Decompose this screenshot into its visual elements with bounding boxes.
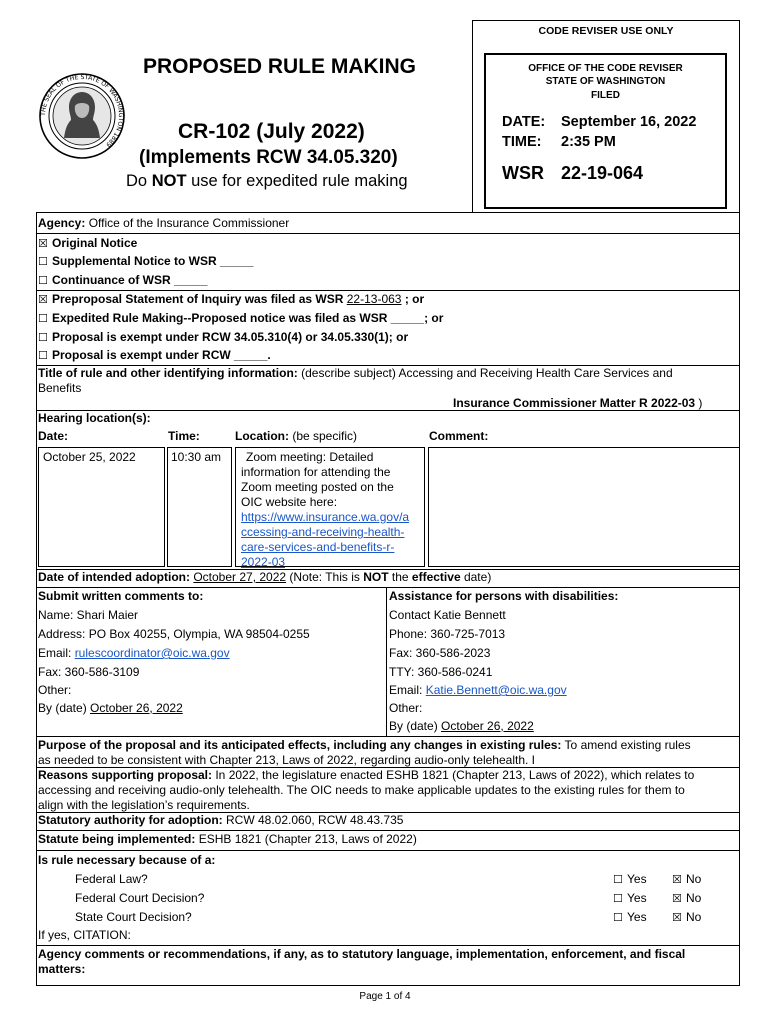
page-number: Page 1 of 4 (359, 991, 411, 1002)
filed-time-value: 2:35 PM (561, 134, 616, 150)
empty-box-icon[interactable]: ☐ (38, 331, 48, 344)
exempt-rcw-option[interactable] (38, 348, 271, 364)
reasons-row (38, 768, 694, 784)
hearing-col-location (235, 429, 357, 445)
state-court-no[interactable] (672, 910, 701, 926)
filing-stamp (484, 53, 727, 209)
comments-email-link[interactable]: rulescoordinator@oic.wa.gov (74, 646, 230, 660)
reasons-line2: accessing and receiving audio-only telehealth. The OIC needs to make applicable updates to the existing rules for them to (38, 783, 685, 797)
assistance-contact: Contact Katie Bennett (389, 608, 506, 622)
notice-original-label: Original Notice (52, 236, 138, 250)
adoption-note-suffix: date) (460, 570, 492, 584)
divider (36, 233, 740, 234)
hearing-url-link[interactable]: https://www.insurance.wa.gov/a (241, 510, 410, 524)
reasons-label: Reasons supporting proposal: (38, 768, 213, 782)
exempt-rcw-label: Proposal is exempt under RCW _____. (52, 348, 271, 362)
assistance-email-row (389, 683, 567, 699)
federal-law-yes[interactable] (613, 872, 647, 888)
empty-box-icon[interactable]: ☐ (613, 911, 623, 924)
filed-date-label: DATE: (502, 114, 546, 130)
reasons-line1: In 2022, the legislature enacted ESHB 1821 (Chapter 213, Laws of 2022), which relates to (212, 768, 695, 782)
empty-box-icon[interactable]: ☐ (38, 274, 48, 287)
empty-box-icon[interactable]: ☐ (613, 892, 623, 905)
hearing-col-time: Time: (168, 429, 200, 443)
assistance-other: Other: (389, 701, 423, 715)
expedited-label: Expedited Rule Making--Proposed notice was filed as WSR _____; or (52, 311, 444, 325)
divider (36, 945, 740, 946)
assistance-by-date: October 26, 2022 (441, 719, 534, 733)
state-court-yes[interactable] (613, 910, 647, 926)
state-court-label: State Court Decision? (75, 910, 192, 924)
implements-rcw: (Implements RCW 34.05.320) (139, 147, 398, 168)
checked-box-icon[interactable]: ☒ (672, 873, 682, 886)
expedited-text: use for expedited rule making (186, 172, 408, 190)
checked-box-icon[interactable]: ☒ (672, 911, 682, 924)
washington-state-seal (38, 72, 126, 160)
comments-by-date: October 26, 2022 (90, 701, 183, 715)
checked-box-icon[interactable]: ☒ (672, 892, 682, 905)
hearing-col-date: Date: (38, 429, 69, 443)
no-label: No (686, 872, 702, 886)
assistance-tty: TTY: 360-586-0241 (389, 665, 493, 679)
citation-label: If yes, CITATION: (38, 928, 131, 942)
statute-value: ESHB 1821 (Chapter 213, Laws of 2022) (195, 832, 417, 846)
purpose-line2: as needed to be consistent with Chapter 213, Laws of 2022, regarding audio-only telehealth. I (38, 753, 535, 767)
code-reviser-label: CODE REVISER USE ONLY (538, 25, 674, 37)
expedited-option[interactable] (38, 311, 443, 327)
title-of-rule (38, 366, 673, 382)
divider (36, 587, 740, 588)
hearing-url-link[interactable]: ccessing-and-receiving-health- (241, 525, 405, 539)
empty-box-icon[interactable]: ☐ (38, 255, 48, 268)
checked-box-icon[interactable]: ☒ (38, 293, 48, 306)
title-of-rule-hint: (describe subject) (297, 366, 396, 380)
hearing-col-comment: Comment: (429, 429, 489, 443)
assistance-by (389, 719, 534, 735)
federal-law-label: Federal Law? (75, 872, 148, 886)
header (0, 0, 770, 212)
agency-row (38, 216, 289, 232)
assistance-phone: Phone: 360-725-7013 (389, 627, 506, 641)
preproposal-label: Preproposal Statement of Inquiry was filed as WSR (52, 292, 344, 306)
agency-comments-line2: matters: (38, 962, 86, 976)
agency-comments-line1: Agency comments or recommendations, if any, as to statutory language, implementation, enforcement, and fiscal (38, 947, 686, 961)
hearing-url-link[interactable]: care-services-and-benefits-r- (241, 540, 395, 554)
federal-court-yes[interactable] (613, 891, 647, 907)
assistance-email-label: Email: (389, 683, 426, 697)
exempt-310-label: Proposal is exempt under RCW 34.05.310(4) or 34.05.330(1); or (52, 330, 409, 344)
notice-original[interactable] (38, 236, 137, 252)
title-of-rule-line2: Benefits (38, 381, 82, 395)
yes-label: Yes (627, 872, 647, 886)
no-label: No (686, 910, 702, 924)
office-line2: STATE OF WASHINGTON (545, 76, 666, 87)
hearing-time: 10:30 am (171, 450, 222, 464)
hearing-location-line: Zoom meeting posted on the (241, 480, 394, 494)
notice-continuance-label: Continuance of WSR _____ (52, 273, 208, 287)
divider (36, 850, 740, 851)
empty-box-icon[interactable]: ☐ (613, 873, 623, 886)
hearing-location-line: OIC website here: (241, 495, 338, 509)
adoption-note-mid: the (388, 570, 412, 584)
expedited-note (126, 171, 408, 192)
comments-label: Submit written comments to: (38, 589, 204, 603)
adoption-note-effective: effective (411, 570, 461, 584)
hearing-date: October 25, 2022 (43, 450, 136, 464)
notice-continuance[interactable] (38, 273, 207, 289)
column-divider (386, 587, 387, 736)
hearing-label: Hearing location(s): (38, 411, 151, 425)
reasons-line3: align with the legislation’s requirements. (38, 798, 250, 812)
divider (36, 830, 740, 831)
code-reviser-box (472, 20, 740, 212)
assistance-fax: Fax: 360-586-2023 (389, 646, 491, 660)
comments-fax: Fax: 360-586-3109 (38, 665, 140, 679)
purpose-row (38, 738, 691, 754)
adoption-date: October 27, 2022 (193, 570, 287, 584)
statutory-label: Statutory authority for adoption: (38, 813, 223, 827)
empty-box-icon[interactable]: ☐ (38, 312, 48, 325)
hearing-location-line: Zoom meeting: Detailed (246, 450, 374, 464)
yes-label: Yes (627, 891, 647, 905)
preproposal-wsr: 22-13-063 (346, 292, 402, 306)
office-line3: FILED (591, 90, 620, 101)
comments-address: Address: PO Box 40255, Olympia, WA 98504-0255 (38, 627, 310, 641)
notice-supplemental-label: Supplemental Notice to WSR _____ (52, 254, 254, 268)
assistance-email-link[interactable]: Katie.Bennett@oic.wa.gov (425, 683, 567, 697)
comments-email-label: Email: (38, 646, 75, 660)
wsr-label: WSR (502, 163, 544, 183)
comments-other: Other: (38, 683, 72, 697)
agency-value: Office of the Insurance Commissioner (88, 216, 290, 230)
filed-time-label: TIME: (502, 134, 542, 150)
hearing-comment-cell (428, 447, 740, 567)
exempt-310-option[interactable] (38, 330, 408, 346)
title-of-rule-label: Title of rule and other identifying information: (38, 366, 298, 380)
do-text: Do (126, 172, 152, 190)
preproposal-option[interactable] (38, 292, 424, 308)
comments-name: Name: Shari Maier (38, 608, 139, 622)
divider (36, 290, 740, 291)
federal-court-no[interactable] (672, 891, 701, 907)
adoption-note-not: NOT (363, 570, 389, 584)
statute-label: Statute being implemented: (38, 832, 196, 846)
comments-email-row (38, 646, 230, 662)
not-text: NOT (151, 172, 187, 190)
statutory-row (38, 813, 403, 829)
preproposal-suffix: ; or (404, 292, 425, 306)
statutory-value: RCW 48.02.060, RCW 48.43.735 (222, 813, 404, 827)
assistance-by-label: By (date) (389, 719, 442, 733)
comments-by-label: By (date) (38, 701, 91, 715)
form-title: PROPOSED RULE MAKING (143, 55, 417, 78)
hearing-url-link[interactable]: 2022-03 (241, 555, 286, 569)
adoption-label: Date of intended adoption: (38, 570, 190, 584)
assistance-label: Assistance for persons with disabilities: (389, 589, 619, 603)
title-of-rule-value1: Accessing and Receiving Health Care Services and (395, 366, 673, 380)
matter-number: Insurance Commissioner Matter R 2022-03 (453, 396, 696, 410)
empty-box-icon[interactable]: ☐ (38, 349, 48, 362)
federal-law-no[interactable] (672, 872, 701, 888)
location-hint: (be specific) (289, 429, 358, 443)
location-label: Location: (235, 429, 289, 443)
hearing-location-line: information for attending the (241, 465, 391, 479)
no-label: No (686, 891, 702, 905)
checked-box-icon[interactable]: ☒ (38, 237, 48, 250)
svg-text:THE SEAL OF THE STATE OF WASHI: THE SEAL OF THE STATE OF WASHINGTON 1889 (39, 73, 125, 149)
notice-supplemental[interactable] (38, 254, 253, 270)
office-line1: OFFICE OF THE CODE REVISER (528, 63, 683, 74)
federal-court-label: Federal Court Decision? (75, 891, 205, 905)
yes-label: Yes (627, 910, 647, 924)
statute-row (38, 832, 417, 848)
adoption-row (38, 570, 491, 586)
form-id: CR-102 (July 2022) (178, 120, 365, 143)
agency-label: Agency: (38, 216, 86, 230)
filed-date-value: September 16, 2022 (561, 114, 697, 130)
purpose-line1: To amend existing rules (561, 738, 691, 752)
purpose-label: Purpose of the proposal and its anticipated effects, including any changes in existing rules: (38, 738, 562, 752)
matter-close: ) (695, 396, 703, 410)
adoption-note-prefix: (Note: This is (286, 570, 364, 584)
comments-by (38, 701, 183, 717)
necessity-label: Is rule necessary because of a: (38, 853, 216, 867)
divider (36, 736, 740, 737)
wsr-value: 22-19-064 (561, 163, 644, 183)
